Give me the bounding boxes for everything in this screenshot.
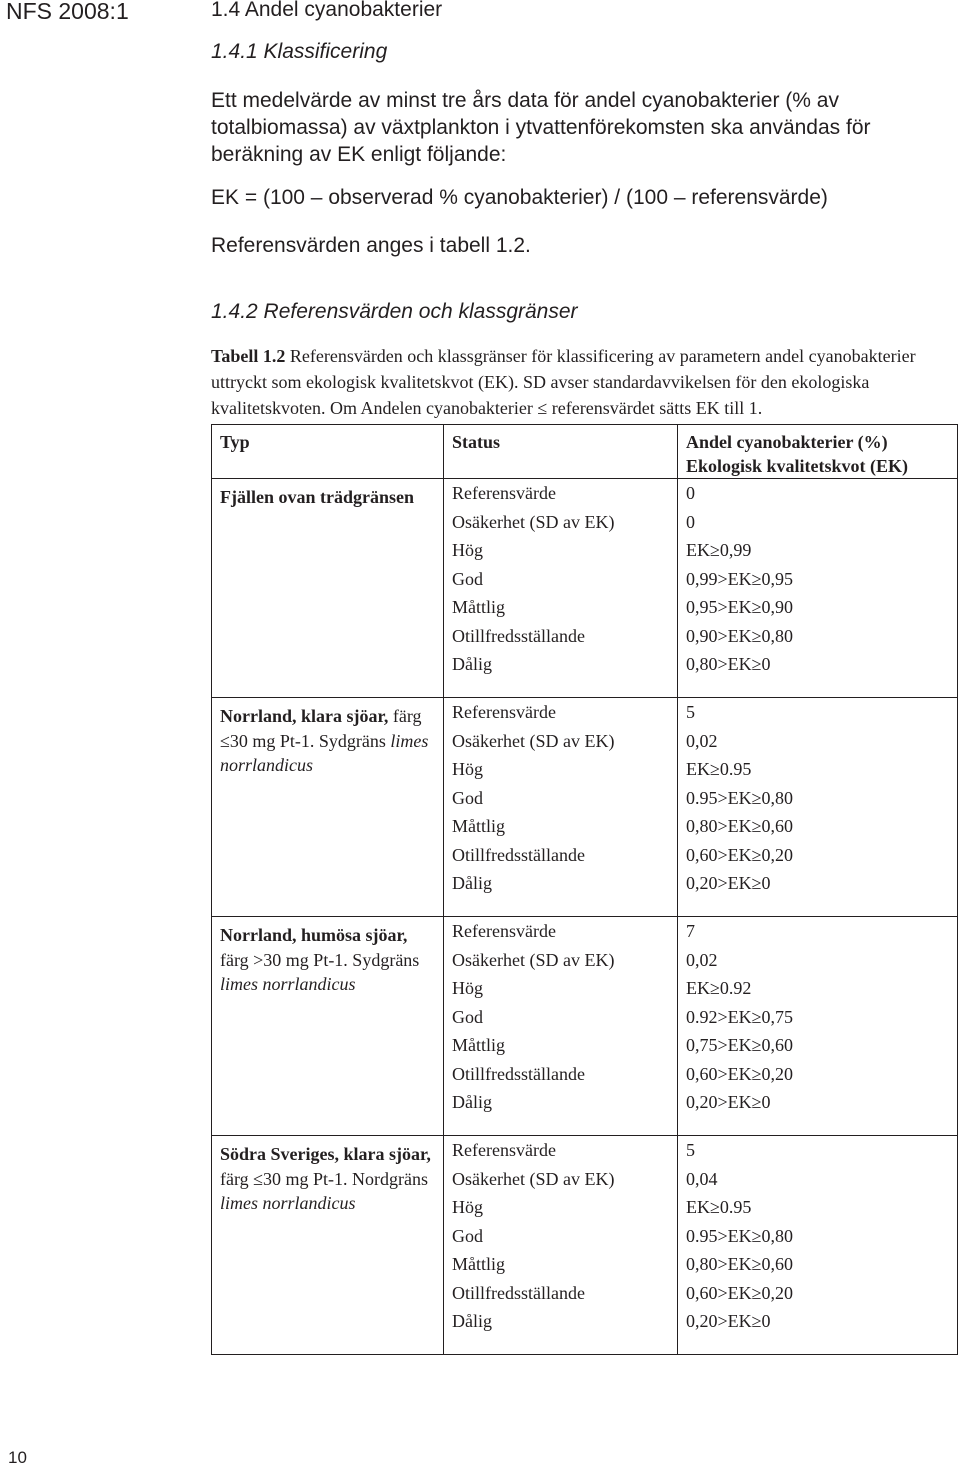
- status-label: Referensvärde: [452, 921, 556, 941]
- typ-boundary-name: limes norrlandicus: [220, 1193, 356, 1213]
- ek-value: EK≥0,99: [686, 540, 752, 560]
- status-label: Måttlig: [452, 597, 505, 617]
- status-label: Otillfredsställande: [452, 1282, 585, 1303]
- typ-boundary-name: limes norrlandicus: [220, 974, 356, 994]
- table-row: [212, 917, 958, 1136]
- reference-note: Referensvärden anges i tabell 1.2.: [211, 234, 531, 257]
- reference-values-table: [211, 424, 958, 1355]
- table-caption-text: Referensvärden och klassgränser för klassificering av parametern andel cyanobakterier uttryckt som ekologisk kvalitetskvot (EK). SD avser standardavvikelsen för den ekologiska kvalitetskvoten. Om Andelen cyanobakterier ≤ referensvärdet sätts EK till 1.: [211, 346, 916, 418]
- typ-boundary-name: limes norrlandicus: [220, 730, 429, 775]
- value-cell: [678, 917, 958, 1136]
- ek-value: 7: [686, 921, 695, 941]
- typ-name: Fjällen ovan trädgränsen: [220, 487, 415, 507]
- ek-value: 5: [686, 702, 695, 722]
- typ-criteria: färg ≤30 mg Pt-1. Nordgräns: [220, 1168, 429, 1189]
- status-label: Referensvärde: [452, 702, 556, 722]
- status-label: Dålig: [452, 873, 492, 893]
- value-cell: [678, 479, 958, 698]
- typ-cell: [212, 479, 444, 698]
- typ-cell: [212, 1136, 444, 1355]
- status-cell: [444, 1136, 678, 1355]
- ek-value: 0: [686, 483, 695, 503]
- ek-value: EK≥0.92: [686, 978, 752, 998]
- running-header: NFS 2008:1: [6, 0, 129, 24]
- ek-value: 0,60>EK≥0,20: [686, 1282, 794, 1303]
- subsection-title-classification: 1.4.1 Klassificering: [211, 40, 388, 63]
- table-caption-label: Tabell 1.2: [211, 346, 286, 366]
- typ-name: Norrland, humösa sjöar,: [220, 925, 408, 945]
- header-value-line1: Andel cyanobakterier (%): [686, 432, 888, 452]
- ek-formula: EK = (100 – observerad % cyanobakterier) / (100 – referensvärde): [211, 186, 828, 209]
- ek-value: 0: [686, 511, 695, 532]
- status-label: Måttlig: [452, 1254, 505, 1274]
- ek-value: 0,20>EK≥0: [686, 1092, 771, 1112]
- ek-value: 0,02: [686, 949, 718, 970]
- table-row: [212, 698, 958, 917]
- table-body: [212, 479, 958, 1355]
- status-label: Referensvärde: [452, 483, 556, 503]
- ek-value: EK≥0.95: [686, 759, 752, 779]
- status-label: God: [452, 1006, 483, 1027]
- ek-value: 0,20>EK≥0: [686, 873, 771, 893]
- ek-value: 5: [686, 1140, 695, 1160]
- typ-criteria: färg >30 mg Pt-1. Sydgräns: [220, 949, 420, 970]
- ek-value: 0,60>EK≥0,20: [686, 844, 794, 865]
- status-label: Referensvärde: [452, 1140, 556, 1160]
- status-label: Måttlig: [452, 1035, 505, 1055]
- table-row: [212, 1136, 958, 1355]
- ek-value: 0,02: [686, 730, 718, 751]
- status-cell: [444, 479, 678, 698]
- ek-value: 0,60>EK≥0,20: [686, 1063, 794, 1084]
- ek-value: 0,95>EK≥0,90: [686, 597, 794, 617]
- typ-name: Södra Sveriges, klara sjöar,: [220, 1144, 431, 1164]
- status-label: Otillfredsställande: [452, 625, 585, 646]
- header-value-line2: Ekologisk kvalitetskvot (EK): [686, 456, 909, 476]
- intro-paragraph: Ett medelvärde av minst tre års data för andel cyanobakterier (% av totalbiomassa) av växtplankton i ytvattenförekomsten ska användas för beräkning av EK enligt följande:: [211, 89, 871, 166]
- value-cell: [678, 698, 958, 917]
- status-label: Hög: [452, 978, 483, 998]
- ek-value: 0,80>EK≥0: [686, 654, 771, 674]
- status-label: Osäkerhet (SD av EK): [452, 511, 615, 532]
- status-label: God: [452, 568, 483, 589]
- page-number: 10: [8, 1448, 27, 1467]
- table-caption: [211, 343, 959, 421]
- ek-value: 0.95>EK≥0,80: [686, 787, 794, 808]
- section-title: 1.4 Andel cyanobakterier: [211, 0, 443, 21]
- status-label: Osäkerhet (SD av EK): [452, 1168, 615, 1189]
- status-label: God: [452, 787, 483, 808]
- status-label: Otillfredsställande: [452, 1063, 585, 1084]
- ek-value: EK≥0.95: [686, 1197, 752, 1217]
- ek-value: 0.95>EK≥0,80: [686, 1225, 794, 1246]
- ek-value: 0,04: [686, 1168, 718, 1189]
- status-cell: [444, 698, 678, 917]
- value-cell: [678, 1136, 958, 1355]
- status-label: Hög: [452, 540, 483, 560]
- status-label: God: [452, 1225, 483, 1246]
- typ-criteria: färg ≤30 mg Pt-1. Sydgräns: [220, 706, 422, 751]
- status-label: Hög: [452, 759, 483, 779]
- status-label: Hög: [452, 1197, 483, 1217]
- table-row: [212, 479, 958, 698]
- status-label: Osäkerhet (SD av EK): [452, 949, 615, 970]
- ek-value: 0,20>EK≥0: [686, 1311, 771, 1331]
- status-cell: [444, 917, 678, 1136]
- status-label: Otillfredsställande: [452, 844, 585, 865]
- ek-value: 0,90>EK≥0,80: [686, 625, 794, 646]
- ek-value: 0.92>EK≥0,75: [686, 1006, 794, 1027]
- status-label: Dålig: [452, 654, 492, 674]
- header-value: [678, 425, 958, 479]
- status-label: Dålig: [452, 1092, 492, 1112]
- status-label: Måttlig: [452, 816, 505, 836]
- ek-value: 0,80>EK≥0,60: [686, 816, 794, 836]
- header-status: Status: [444, 425, 678, 479]
- status-label: Dålig: [452, 1311, 492, 1331]
- ek-value: 0,75>EK≥0,60: [686, 1035, 794, 1055]
- ek-value: 0,99>EK≥0,95: [686, 568, 794, 589]
- subsection-title-reference-values: 1.4.2 Referensvärden och klassgränser: [211, 300, 578, 323]
- header-typ: Typ: [212, 425, 444, 479]
- table-header-row: [212, 425, 958, 479]
- status-label: Osäkerhet (SD av EK): [452, 730, 615, 751]
- typ-name: Norrland, klara sjöar,: [220, 706, 389, 726]
- ek-value: 0,80>EK≥0,60: [686, 1254, 794, 1274]
- typ-cell: [212, 917, 444, 1136]
- typ-cell: [212, 698, 444, 917]
